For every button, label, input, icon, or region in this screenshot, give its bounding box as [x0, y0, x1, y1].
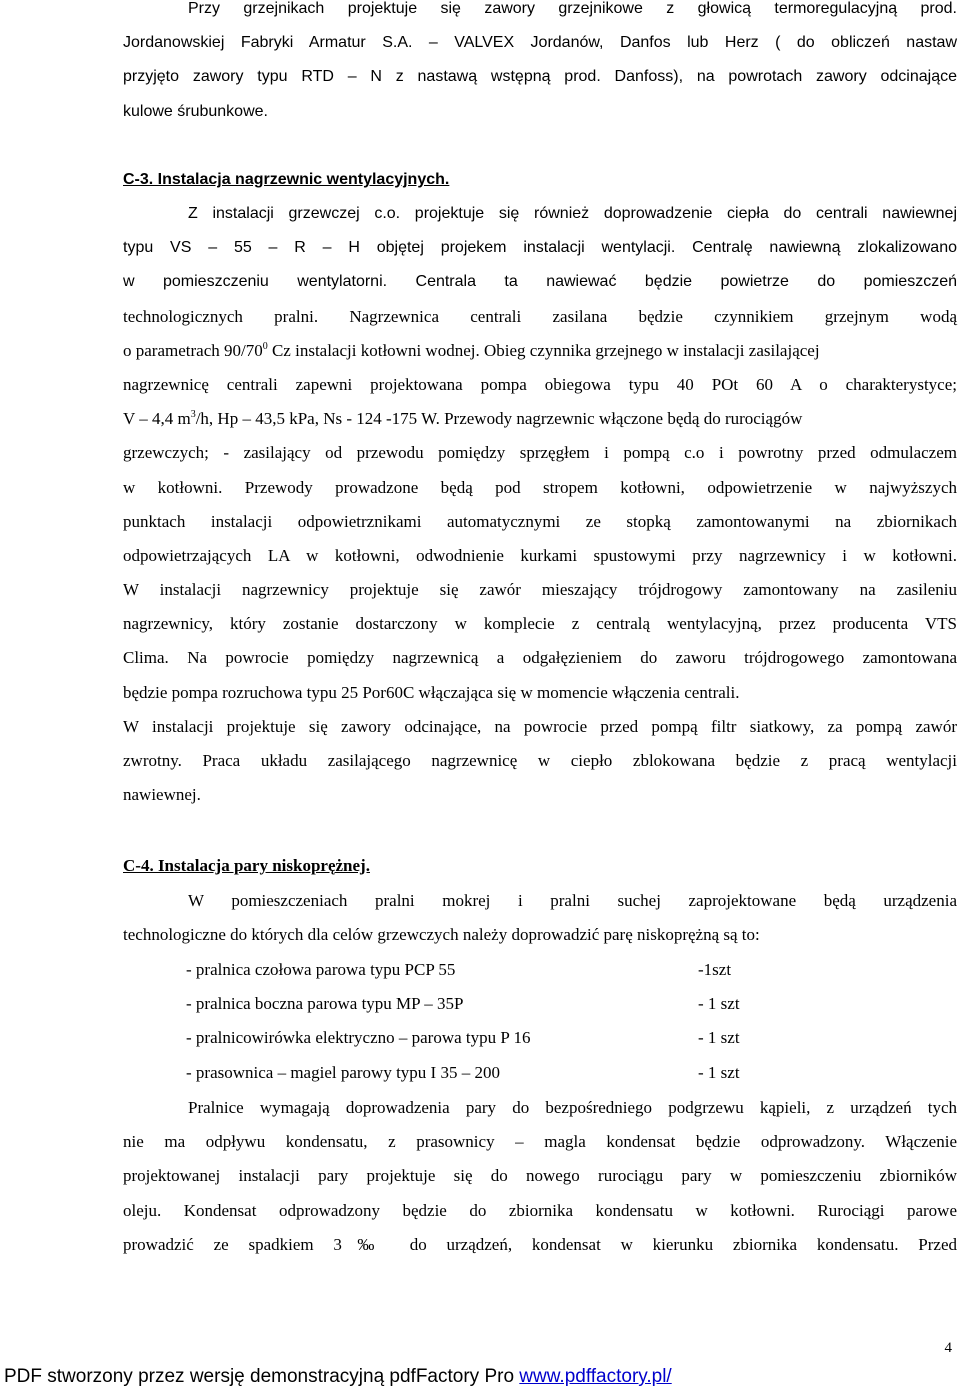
text-line [123, 334, 957, 368]
superscript: 3 [190, 409, 196, 421]
text-line: nagrzewnicy, który zostanie dostarczony w komplecie z centralą wentylacyjną, przez producenta VTS [123, 614, 957, 634]
equipment-list-item [186, 987, 740, 1021]
text-line: nagrzewnicę centrali zapewni projektowana pompa obiegowa typu 40 POt 60 A o charakterystyce; [123, 374, 957, 394]
equipment-name: - pralnicowirówka elektryczno – parowa typu P 16 [186, 1028, 531, 1047]
text-line: w pomieszczeniu wentylatorni. Centrala ta nawiewać będzie powietrze do pomieszczeń [123, 273, 957, 291]
text-fragment: o parametrach 90/70 [123, 340, 263, 360]
equipment-quantity: - 1 szt [698, 1028, 740, 1047]
superscript: 0 [262, 340, 268, 352]
text-line: punktach instalacji odpowietrznikami automatycznymi ze stopką zamontowanymi na zbiornikach [123, 511, 957, 531]
section-c3-body [123, 197, 957, 812]
text-line: W instalacji projektuje się zawory odcinające, na powrocie przed pompą filtr siatkowy, za pompą zawór [123, 716, 957, 736]
text-line: grzewczych; - zasilający od przewodu pomiędzy sprzęgłem i pompą c.o i powrotny przed odmulaczem [123, 443, 957, 463]
text-line: Z instalacji grzewczej c.o. projektuje się również doprowadzenie ciepła do centrali nawiewnej [188, 205, 957, 222]
text-line: Przy grzejnikach projektuje się zawory grzejnikowe z głowicą termoregulacyjną prod. [188, 0, 957, 17]
text-line: technologiczne do których dla celów grzewczych należy doprowadzić parę niskoprężną są to: [123, 925, 760, 945]
text-line: oleju. Kondensat odprowadzony będzie do zbiornika kondensatu w kotłowni. Rurociągi parowe [123, 1200, 957, 1220]
page-number: 4 [944, 1340, 952, 1356]
equipment-quantity: - 1 szt [698, 1063, 740, 1082]
section-heading-c4: C-4. Instalacja pary niskoprężnej. [123, 856, 370, 875]
text-line: projektowanej instalacji pary projektuje się do nowego rurociągu pary w pomieszczeniu zbiorników [123, 1166, 957, 1186]
text-line: zwrotny. Praca układu zasilającego nagrzewnicę w ciepło zblokowana będzie z pracą wentylacji [123, 751, 957, 770]
pdf-footer [0, 1362, 960, 1392]
text-line: Clima. Na powrocie pomiędzy nagrzewnicą a odgałęzieniem do zaworu trójdrogowego zamontowana [123, 648, 957, 668]
text-line: nie ma odpływu kondensatu, z prasownicy – magla kondensat będzie odprowadzony. Włączenie [123, 1132, 957, 1152]
footer-link[interactable]: www.pdffactory.pl/ [519, 1366, 672, 1387]
equipment-list-item [186, 953, 732, 987]
text-line: W instalacji nagrzewnicy projektuje się zawór mieszający trójdrogowy zamontowany na zasileniu [123, 580, 957, 600]
text-line: w kotłowni. Przewody prowadzone będą pod stropem kotłowni, odpowietrzenie w najwyższych [123, 477, 957, 497]
text-line: typu VS – 55 – R – H objętej projekem instalacji wentylacji. Centralę nawiewną zlokalizowano [123, 239, 957, 257]
text-line: technologicznych pralni. Nagrzewnica centrali zasilana będzie czynnikiem grzejnym wodą [123, 306, 957, 326]
text-line: nawiewnej. [123, 785, 201, 805]
section-c4-intro [123, 884, 957, 952]
text-line: Pralnice wymagają doprowadzenia pary do bezpośredniego podgrzewu kąpieli, z urządzeń tych [188, 1098, 957, 1117]
equipment-name: - pralnica boczna parowa typu MP – 35P [186, 994, 464, 1013]
text-line: będzie pompa rozruchowa typu 25 Por60C włączająca się w momencie włączenia centrali. [123, 682, 740, 702]
text-line: przyjęto zawory typu RTD – N z nastawą wstępną prod. Danfoss), na powrotach zawory odcinające [123, 68, 957, 86]
text-fragment: V – 4,4 m [123, 409, 191, 429]
equipment-list-item [186, 1056, 740, 1090]
equipment-quantity: - 1 szt [698, 994, 740, 1013]
text-line: prowadzić ze spadkiem 3‰ do urządzeń, kondensat w kierunku zbiornika kondensatu. Przed [123, 1234, 957, 1254]
text-fragment: Cz instalacji kotłowni wodnej. Obieg czynnika grzejnego w instalacji zasilającej [267, 340, 820, 360]
text-line [123, 402, 957, 436]
equipment-quantity: -1szt [698, 960, 732, 979]
text-fragment: /h, Hp – 43,5 kPa, Ns - 124 -175 W. Przewody nagrzewnic włączone będą do rurociągów [195, 409, 803, 429]
text-line: W pomieszczeniach pralni mokrej i pralni suchej zaprojektowane będą urządzenia [188, 891, 957, 910]
intro-paragraph [123, 0, 957, 129]
text-line: odpowietrzających LA w kotłowni, odwodnienie kurkami spustowymi przy nagrzewnicy i w kotłowni. [123, 545, 957, 565]
equipment-list-item [186, 1021, 740, 1055]
section-c4-closing [123, 1091, 957, 1262]
equipment-name: - prasownica – magiel parowy typu I 35 – 200 [186, 1063, 500, 1082]
footer-text: PDF stworzony przez wersję demonstracyjną pdfFactory Pro [4, 1366, 520, 1387]
text-line: Jordanowskiej Fabryki Armatur S.A. – VALVEX Jordanów, Danfos lub Herz ( do obliczeń nastaw [123, 34, 957, 52]
text-line: kulowe śrubunkowe. [123, 102, 268, 120]
equipment-name: - pralnica czołowa parowa typu PCP 55 [186, 960, 456, 979]
section-heading-c3: C-3. Instalacja nagrzewnic wentylacyjnych. [123, 171, 450, 188]
